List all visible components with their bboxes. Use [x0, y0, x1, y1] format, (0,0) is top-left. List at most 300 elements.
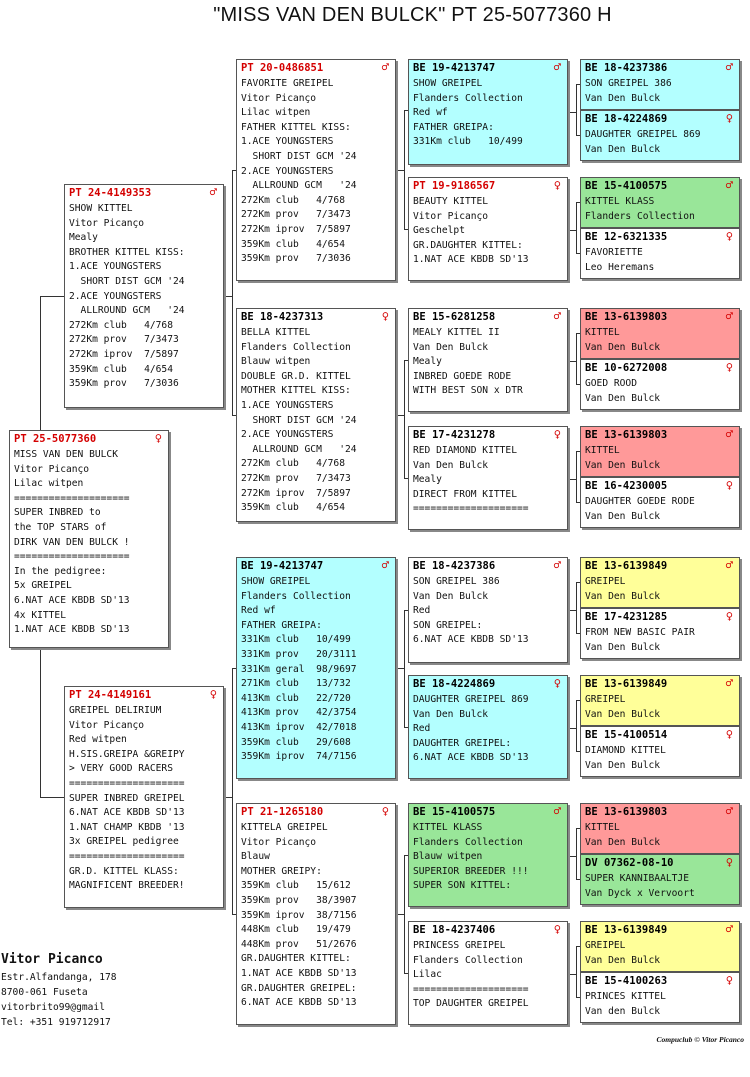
detail-line: Mealy [69, 232, 98, 244]
detail-line: SUPER SON KITTEL: [413, 880, 512, 892]
pigeon-details [409, 77, 567, 150]
connector-line [232, 170, 233, 415]
pigeon-details [65, 704, 223, 894]
detail-line: SUPER INBRED GREIPEL [69, 792, 185, 804]
connector-line [568, 856, 576, 857]
detail-line: 1.ACE YOUNGSTERS [241, 399, 334, 411]
detail-line: Van Den Bulck [413, 341, 489, 353]
breeder-info [1, 952, 117, 1030]
ring-text: BE 18-4224869 [413, 678, 496, 690]
female-symbol-icon: ♀ [553, 427, 561, 441]
detail-line: 2.ACE YOUNGSTERS [69, 290, 162, 302]
detail-line: Van Den Bulck [585, 341, 661, 353]
detail-line: 359Km iprov 38/7156 [241, 909, 357, 921]
female-symbol-icon: ♀ [725, 111, 733, 125]
ring-number [65, 687, 223, 704]
pigeon-details [581, 872, 739, 901]
ring-number [237, 309, 395, 326]
ring-number [409, 804, 567, 821]
detail-line: ==================== [413, 983, 529, 995]
detail-line: Van Den Bulck [585, 392, 661, 404]
female-symbol-icon: ♀ [725, 229, 733, 243]
male-symbol-icon: ♂ [725, 804, 733, 818]
connector-line [232, 668, 233, 914]
detail-line: Van den Bulck [585, 1005, 661, 1017]
ring-text: BE 18-4224869 [585, 113, 668, 125]
g4-ancestor-2 [408, 177, 568, 281]
pigeon-details [409, 693, 567, 766]
connector-line [396, 914, 404, 915]
g4-ancestor-5 [408, 557, 568, 663]
g4-ancestor-7 [408, 803, 568, 907]
breeder-address: Estr.Alfandanga, 178 [1, 972, 117, 983]
g5-ancestor-12 [580, 726, 740, 777]
ring-text: BE 18-4237386 [585, 62, 668, 74]
detail-line: 359Km club 29/608 [241, 736, 351, 748]
detail-line: Van Den Bulck [585, 143, 661, 155]
ring-number [581, 922, 739, 939]
g5-ancestor-11 [580, 675, 740, 726]
detail-line: SUPERIOR BREEDER !!! [413, 865, 529, 877]
pigeon-details [409, 326, 567, 399]
detail-line: MOTHER GREIPY: [241, 865, 322, 877]
male-symbol-icon: ♂ [381, 60, 389, 74]
detail-line: BELLA KITTEL [241, 327, 311, 338]
detail-line: 359Km prov 7/3036 [241, 253, 351, 265]
detail-line: SUPER INBRED to [14, 507, 101, 519]
connector-line [576, 333, 577, 384]
g5-ancestor-5 [580, 308, 740, 359]
detail-line: 359Km iprov 74/7156 [241, 751, 357, 763]
detail-line: Red [413, 723, 431, 735]
detail-line: BEAUTY KITTEL [413, 196, 489, 207]
detail-line: 1.NAT ACE KBDB SD'13 [14, 624, 130, 636]
ring-text: PT 25-5077360 [14, 433, 97, 445]
ring-text: DV 07362-08-10 [585, 857, 674, 869]
detail-line: KITTEL [585, 327, 620, 338]
g5-ancestor-10 [580, 608, 740, 659]
connector-line [568, 361, 576, 362]
detail-line: KITTEL KLASS [413, 822, 483, 833]
ring-text: BE 16-4230005 [585, 480, 668, 492]
breeder-name: Vitor Picanco [1, 952, 103, 967]
ring-text: BE 15-6281258 [413, 311, 496, 323]
detail-line: MOTHER KITTEL KISS: [241, 385, 351, 397]
female-symbol-icon: ♀ [209, 687, 217, 701]
detail-line: DAUGHTER GREIPEL 869 [413, 694, 529, 705]
detail-line: Van Den Bulck [585, 510, 661, 522]
detail-line: Mealy [413, 356, 442, 368]
detail-line: SHOW KITTEL [69, 203, 133, 214]
g5-ancestor-2 [580, 110, 740, 161]
detail-line: 6.NAT ACE KBDB SD'13 [14, 594, 130, 606]
detail-line: DAUGHTER GREIPEL 869 [585, 129, 701, 140]
male-symbol-icon: ♂ [553, 558, 561, 572]
g5-ancestor-4 [580, 228, 740, 279]
detail-line: > VERY GOOD RACERS [69, 763, 173, 775]
detail-line: ==================== [69, 777, 185, 789]
detail-line: ALLROUND GCM '24 [69, 305, 185, 317]
ring-text: BE 18-4237313 [241, 311, 324, 323]
connector-line [40, 296, 64, 297]
ring-number [581, 727, 739, 744]
pigeon-details [237, 821, 395, 1011]
connector-line [576, 700, 577, 751]
detail-line: 359Km club 4/654 [241, 238, 345, 250]
detail-line: SON GREIPEL 386 [413, 576, 500, 587]
detail-line: 272Km iprov 7/5897 [69, 348, 179, 360]
detail-line: 413Km prov 42/3754 [241, 707, 357, 719]
detail-line: Van Den Bulck [585, 836, 661, 848]
g4-ancestor-4 [408, 426, 568, 530]
detail-line: GR.D. KITTEL KLASS: [69, 865, 179, 877]
connector-line [576, 828, 577, 879]
detail-line: 331Km prov 20/3111 [241, 648, 357, 660]
detail-line: GREIPEL DELIRIUM [69, 705, 162, 716]
ring-number [409, 60, 567, 77]
detail-line: 6.NAT ACE KBDB SD'13 [241, 997, 357, 1009]
ring-number [581, 427, 739, 444]
male-symbol-icon: ♂ [553, 309, 561, 323]
female-symbol-icon: ♀ [553, 922, 561, 936]
pigeon-details [581, 939, 739, 968]
detail-line: Vitor Picanço [69, 719, 145, 731]
ring-text: BE 15-4100263 [585, 975, 668, 987]
ring-number [10, 431, 168, 448]
ring-number [409, 178, 567, 195]
detail-line: 2.ACE YOUNGSTERS [241, 429, 334, 441]
ring-text: BE 15-4100575 [413, 806, 496, 818]
detail-line: Van Den Bulck [413, 590, 489, 602]
detail-line: 272Km club 4/768 [241, 194, 345, 206]
detail-line: MAGNIFICENT BREEDER! [69, 880, 185, 892]
connector-line [568, 112, 576, 113]
detail-line: KITTEL [585, 445, 620, 456]
detail-line: Van Den Bulck [413, 459, 489, 471]
pigeon-details [581, 444, 739, 473]
detail-line: 1.ACE YOUNGSTERS [69, 261, 162, 273]
detail-line: Van Den Bulck [585, 759, 661, 771]
detail-line: MEALY KITTEL II [413, 327, 500, 338]
detail-line: SON GREIPEL 386 [585, 78, 672, 89]
detail-line: Van Den Bulck [585, 641, 661, 653]
g3-dam-sire [236, 557, 396, 779]
detail-line: Flanders Collection [241, 590, 351, 602]
pigeon-details [237, 77, 395, 267]
ring-number [581, 973, 739, 990]
connector-line [40, 296, 41, 430]
ring-number [581, 609, 739, 626]
detail-line: 272Km club 4/768 [241, 458, 345, 470]
connector-line [396, 668, 404, 669]
detail-line: GR.DAUGHTER KITTEL: [241, 953, 351, 965]
detail-line: FATHER GREIPA: [413, 121, 494, 133]
pigeon-details [581, 744, 739, 773]
detail-line: 1.NAT CHAMP KBDB '13 [69, 821, 185, 833]
male-symbol-icon: ♂ [381, 558, 389, 572]
male-symbol-icon: ♂ [725, 60, 733, 74]
male-symbol-icon: ♂ [553, 60, 561, 74]
connector-line [576, 202, 577, 253]
ring-number [237, 558, 395, 575]
pigeon-details [409, 444, 567, 517]
ring-number [581, 478, 739, 495]
detail-line: 413Km iprov 42/7018 [241, 721, 357, 733]
detail-line: 272Km club 4/768 [69, 319, 173, 331]
detail-line: DIAMOND KITTEL [585, 745, 666, 756]
detail-line: 331Km geral 98/9697 [241, 663, 357, 675]
g5-ancestor-15 [580, 921, 740, 972]
pigeon-details [409, 939, 567, 1012]
female-symbol-icon: ♀ [381, 309, 389, 323]
ring-number [581, 676, 739, 693]
ring-text: BE 10-6272008 [585, 362, 668, 374]
detail-line: 2.ACE YOUNGSTERS [241, 165, 334, 177]
ring-number [409, 676, 567, 693]
ring-text: BE 12-6321335 [585, 231, 668, 243]
detail-line: ALLROUND GCM '24 [241, 180, 357, 192]
connector-line [404, 855, 405, 974]
pigeon-details [581, 128, 739, 157]
dam-box [64, 686, 224, 908]
detail-line: 272Km prov 7/3473 [241, 209, 351, 221]
detail-line: SHORT DIST GCM '24 [241, 150, 357, 162]
g3-sire-dam [236, 308, 396, 522]
pigeon-details [65, 202, 223, 392]
connector-line [404, 360, 405, 479]
female-symbol-icon: ♀ [553, 676, 561, 690]
ring-text: BE 13-6139803 [585, 429, 668, 441]
detail-line: KITTELA GREIPEL [241, 822, 328, 833]
pigeon-details [581, 990, 739, 1019]
detail-line: GREIPEL [585, 576, 626, 587]
detail-line: 272Km prov 7/3473 [69, 334, 179, 346]
connector-line [576, 451, 577, 502]
detail-line: 1.NAT ACE KBDB SD'13 [241, 967, 357, 979]
ring-number [581, 558, 739, 575]
detail-line: FATHER KITTEL KISS: [241, 121, 351, 133]
detail-line: Leo Heremans [585, 261, 655, 273]
detail-line: 359Km club 4/654 [241, 502, 345, 514]
detail-line: RED DIAMOND KITTEL [413, 445, 517, 456]
detail-line: GREIPEL [585, 694, 626, 705]
detail-line: 1.ACE YOUNGSTERS [241, 136, 334, 148]
connector-line [568, 728, 576, 729]
detail-line: 5x GREIPEL [14, 580, 72, 592]
g4-ancestor-8 [408, 921, 568, 1025]
connector-line [576, 582, 577, 633]
g3-dam-dam [236, 803, 396, 1025]
g5-ancestor-7 [580, 426, 740, 477]
detail-line: DAUGHTER GOEDE RODE [585, 496, 695, 507]
sire-box [64, 184, 224, 408]
pigeon-details [409, 821, 567, 894]
detail-line: Red wf [413, 107, 448, 119]
detail-line: H.SIS.GREIPA &GREIPY [69, 748, 185, 760]
detail-line: ==================== [14, 551, 130, 563]
detail-line: PRINCESS GREIPEL [413, 940, 506, 951]
detail-line: Flanders Collection [241, 341, 351, 353]
detail-line: Red wf [241, 605, 276, 617]
male-symbol-icon: ♂ [725, 922, 733, 936]
detail-line: Flanders Collection [413, 954, 523, 966]
detail-line: 272Km iprov 7/5897 [241, 223, 351, 235]
pigeon-details [581, 77, 739, 106]
g4-ancestor-3 [408, 308, 568, 412]
detail-line: 1.NAT ACE KBDB SD'13 [413, 254, 529, 266]
pigeon-details [581, 626, 739, 655]
female-symbol-icon: ♀ [725, 609, 733, 623]
detail-line: Blauw [241, 851, 270, 863]
detail-line: 413Km club 22/720 [241, 692, 351, 704]
male-symbol-icon: ♂ [209, 185, 217, 199]
detail-line: Vitor Picanço [69, 217, 145, 229]
detail-line: FROM NEW BASIC PAIR [585, 627, 695, 638]
detail-line: Lilac witpen [14, 478, 84, 490]
ring-number [581, 60, 739, 77]
detail-line: GR.DAUGHTER KITTEL: [413, 239, 523, 251]
pigeon-details [581, 246, 739, 275]
detail-line: SHOW GREIPEL [241, 576, 311, 587]
detail-line: Geschelpt [413, 225, 465, 237]
detail-line: KITTEL [585, 822, 620, 833]
ring-text: BE 13-6139849 [585, 924, 668, 936]
female-symbol-icon: ♀ [381, 804, 389, 818]
detail-line: ==================== [14, 492, 130, 504]
male-symbol-icon: ♂ [725, 558, 733, 572]
connector-line [396, 170, 404, 171]
detail-line: ALLROUND GCM '24 [241, 443, 357, 455]
detail-line: DOUBLE GR.D. KITTEL [241, 370, 351, 382]
female-symbol-icon: ♀ [725, 727, 733, 741]
pigeon-details [237, 326, 395, 516]
ring-text: BE 13-6139803 [585, 311, 668, 323]
ring-text: PT 19-9186567 [413, 180, 496, 192]
female-symbol-icon: ♀ [154, 431, 162, 445]
detail-line: Blauw witpen [413, 851, 483, 863]
male-symbol-icon: ♂ [553, 804, 561, 818]
detail-line: Vitor Picanço [241, 92, 317, 104]
detail-line: SON GREIPEL: [413, 619, 483, 631]
male-symbol-icon: ♂ [725, 676, 733, 690]
detail-line: Flanders Collection [413, 836, 523, 848]
detail-line: In the pedigree: [14, 565, 107, 577]
g3-sire-sire [236, 59, 396, 281]
detail-line: MISS VAN DEN BULCK [14, 449, 118, 460]
detail-line: Vitor Picanço [14, 463, 90, 475]
ring-number [409, 427, 567, 444]
detail-line: INBRED GOEDE RODE [413, 370, 512, 382]
detail-line: Vitor Picanço [413, 210, 489, 222]
g5-ancestor-1 [580, 59, 740, 110]
ring-text: BE 19-4213747 [413, 62, 496, 74]
ring-text: BE 18-4237386 [413, 560, 496, 572]
pigeon-details [409, 575, 567, 648]
ring-text: BE 13-6139849 [585, 560, 668, 572]
ring-number [581, 111, 739, 128]
detail-line: Van Den Bulck [585, 708, 661, 720]
ring-number [409, 922, 567, 939]
pigeon-details [581, 575, 739, 604]
pigeon-details [581, 821, 739, 850]
female-symbol-icon: ♀ [725, 360, 733, 374]
detail-line: ==================== [413, 503, 529, 515]
female-symbol-icon: ♀ [725, 855, 733, 869]
pigeon-details [581, 377, 739, 406]
g4-ancestor-1 [408, 59, 568, 165]
ring-text: BE 15-4100514 [585, 729, 668, 741]
pigeon-details [581, 326, 739, 355]
detail-line: 272Km iprov 7/5897 [241, 487, 351, 499]
detail-line: 448Km club 19/479 [241, 924, 351, 936]
detail-line: WITH BEST SON x DTR [413, 385, 523, 397]
connector-line [396, 415, 404, 416]
detail-line: SUPER KANNIBAALTJE [585, 873, 689, 884]
breeder-email: vitorbrito99@gmail [1, 1002, 105, 1013]
g5-ancestor-14 [580, 854, 740, 905]
detail-line: 359Km prov 38/3907 [241, 894, 357, 906]
connector-line [576, 946, 577, 997]
detail-line: TOP DAUGHTER GREIPEL [413, 998, 529, 1010]
connector-line [576, 84, 577, 135]
detail-line: DAUGHTER GREIPEL: [413, 737, 512, 749]
ring-number [65, 185, 223, 202]
connector-line [224, 797, 232, 798]
g5-ancestor-13 [580, 803, 740, 854]
breeder-phone: Tel: +351 919712917 [1, 1017, 111, 1028]
detail-line: 359Km prov 7/3036 [69, 378, 179, 390]
detail-line: ==================== [69, 850, 185, 862]
detail-line: FAVORIETTE [585, 247, 643, 258]
detail-line: KITTEL KLASS [585, 196, 655, 207]
detail-line: 3x GREIPEL pedigree [69, 836, 179, 848]
g5-ancestor-3 [580, 177, 740, 228]
detail-line: GOED ROOD [585, 378, 637, 389]
ring-text: PT 20-0486851 [241, 62, 324, 74]
ring-number [237, 60, 395, 77]
detail-line: 6.NAT ACE KBDB SD'13 [69, 807, 185, 819]
detail-line: the TOP STARS of [14, 521, 107, 533]
ring-number [581, 309, 739, 326]
detail-line: 448Km prov 51/2676 [241, 938, 357, 950]
software-credit: Compuclub © Vitor Picanco [656, 1035, 744, 1044]
pigeon-details [581, 195, 739, 224]
ring-text: BE 17-4231285 [585, 611, 668, 623]
connector-line [404, 610, 405, 728]
g5-ancestor-9 [580, 557, 740, 608]
connector-line [568, 610, 576, 611]
connector-line [224, 296, 232, 297]
detail-line: Van Den Bulck [413, 708, 489, 720]
detail-line: Flanders Collection [585, 210, 695, 222]
ring-text: BE 17-4231278 [413, 429, 496, 441]
detail-line: 272Km prov 7/3473 [241, 472, 351, 484]
ring-number [581, 178, 739, 195]
g5-ancestor-8 [580, 477, 740, 528]
ring-number [409, 309, 567, 326]
connector-line [568, 974, 576, 975]
pigeon-details [581, 495, 739, 524]
detail-line: Van Den Bulck [585, 954, 661, 966]
detail-line: FATHER GREIPA: [241, 619, 322, 631]
ring-text: PT 21-1265180 [241, 806, 324, 818]
connector-line [404, 110, 405, 230]
detail-line: Van Dyck x Vervoort [585, 887, 695, 899]
connector-line [40, 797, 64, 798]
detail-line: 359Km club 4/654 [69, 363, 173, 375]
connector-line [568, 230, 576, 231]
ring-number [581, 229, 739, 246]
